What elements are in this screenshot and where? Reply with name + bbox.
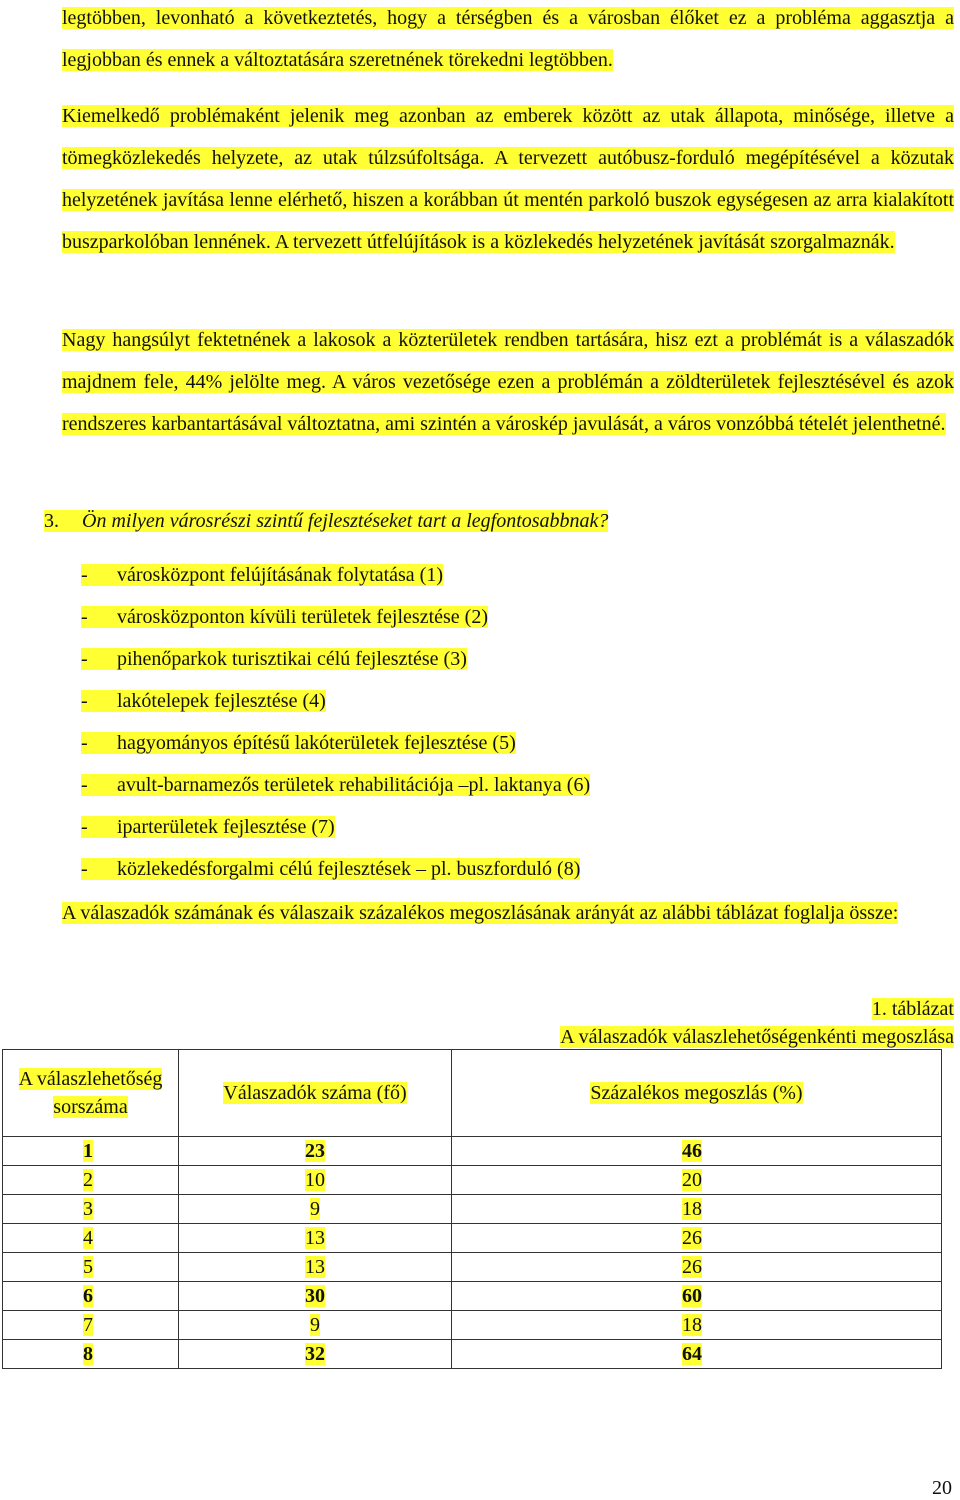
question-heading: [44, 500, 608, 542]
cell-option-number: 8: [3, 1340, 179, 1369]
list-item: - városközpont felújításának folytatása (1): [81, 564, 443, 586]
list-item: - iparterületek fejlesztése (7): [81, 816, 335, 838]
cell-percent: 60: [452, 1282, 942, 1311]
table-row: [3, 1340, 942, 1369]
cell-percent: 18: [452, 1195, 942, 1224]
table-row: [3, 1195, 942, 1224]
option-list: [81, 554, 590, 890]
cell-count: 13: [179, 1224, 452, 1253]
cell-percent: 64: [452, 1340, 942, 1369]
cell-count: 9: [179, 1311, 452, 1340]
question-text: Ön milyen városrészi szintű fejlesztéseket tart a legfontosabbnak?: [82, 510, 609, 532]
cell-option-number: 5: [3, 1253, 179, 1282]
cell-percent: 26: [452, 1253, 942, 1282]
table-row: [3, 1137, 942, 1166]
cell-percent: 46: [452, 1137, 942, 1166]
table-row: [3, 1311, 942, 1340]
cell-count: 30: [179, 1282, 452, 1311]
cell-count: 23: [179, 1137, 452, 1166]
cell-option-number: 1: [3, 1137, 179, 1166]
table-caption-title: A válaszadók válaszlehetőségenkénti megoszlása: [560, 1026, 954, 1048]
list-item: - avult-barnamezős területek rehabilitációja –pl. laktanya (6): [81, 774, 591, 796]
response-table: [2, 1049, 942, 1369]
table-row: [3, 1166, 942, 1195]
header-respondent-count: Válaszadók száma (fő): [179, 1050, 452, 1137]
list-item: - városközponton kívüli területek fejlesztése (2): [81, 606, 488, 628]
list-item: - lakótelepek fejlesztése (4): [81, 690, 326, 712]
page-number: 20: [932, 1477, 952, 1499]
header-percent: Százalékos megoszlás (%): [452, 1050, 942, 1137]
cell-option-number: 7: [3, 1311, 179, 1340]
list-item: - közlekedésforgalmi célú fejlesztések – pl. buszforduló (8): [81, 858, 581, 880]
question-number: 3.: [44, 510, 59, 532]
header-option-number: A válaszlehetőség sorszáma: [3, 1050, 179, 1137]
cell-option-number: 4: [3, 1224, 179, 1253]
cell-percent: 20: [452, 1166, 942, 1195]
list-item: - hagyományos építésű lakóterületek fejlesztése (5): [81, 732, 516, 754]
paragraph-conclusion: legtöbben, levonható a következtetés, hogy a térségben és a városban élőket ez a probléma aggasztja a legjobban és ennek a változtatására szeretnének törekedni legtöbben.: [62, 7, 954, 71]
cell-count: 32: [179, 1340, 452, 1369]
list-item: - pihenőparkok turisztikai célú fejlesztése (3): [81, 648, 467, 670]
cell-count: 13: [179, 1253, 452, 1282]
paragraph-table-intro: A válaszadók számának és válaszaik százalékos megoszlásának arányát az alábbi táblázat foglalja össze:: [62, 902, 899, 924]
cell-percent: 26: [452, 1224, 942, 1253]
table-row: [3, 1253, 942, 1282]
paragraph-roads: Kiemelkedő problémaként jelenik meg azonban az emberek között az utak állapota, minősége, illetve a tömegközlekedés helyzete, az utak túlzsúfoltsága. A tervezett autóbusz-forduló megépítésével a közutak helyzetének javítása lenne elérhető, hiszen a korábban út mentén parkoló buszok egységesen az arra kialakított buszparkolóban lennének. A tervezett útfelújítások is a közlekedés helyzetének javítását szorgalmaznák.: [62, 105, 954, 253]
cell-option-number: 3: [3, 1195, 179, 1224]
cell-option-number: 6: [3, 1282, 179, 1311]
table-row: [3, 1224, 942, 1253]
cell-percent: 18: [452, 1311, 942, 1340]
table-caption-number: 1. táblázat: [871, 998, 954, 1020]
cell-option-number: 2: [3, 1166, 179, 1195]
cell-count: 9: [179, 1195, 452, 1224]
table-header-row: [3, 1050, 942, 1137]
cell-count: 10: [179, 1166, 452, 1195]
table-row: [3, 1282, 942, 1311]
table-body: [3, 1137, 942, 1369]
paragraph-public-spaces: Nagy hangsúlyt fektetnének a lakosok a közterületek rendben tartására, hisz ezt a problémát is a válaszadók majdnem fele, 44% jelölte meg. A város vezetősége ezen a problémán a zöldterületek fejlesztésével és azok rendszeres karbantartásával változtatna, ami szintén a városkép javulását, a város vonzóbbá tételét jelenthetné.: [62, 329, 954, 435]
